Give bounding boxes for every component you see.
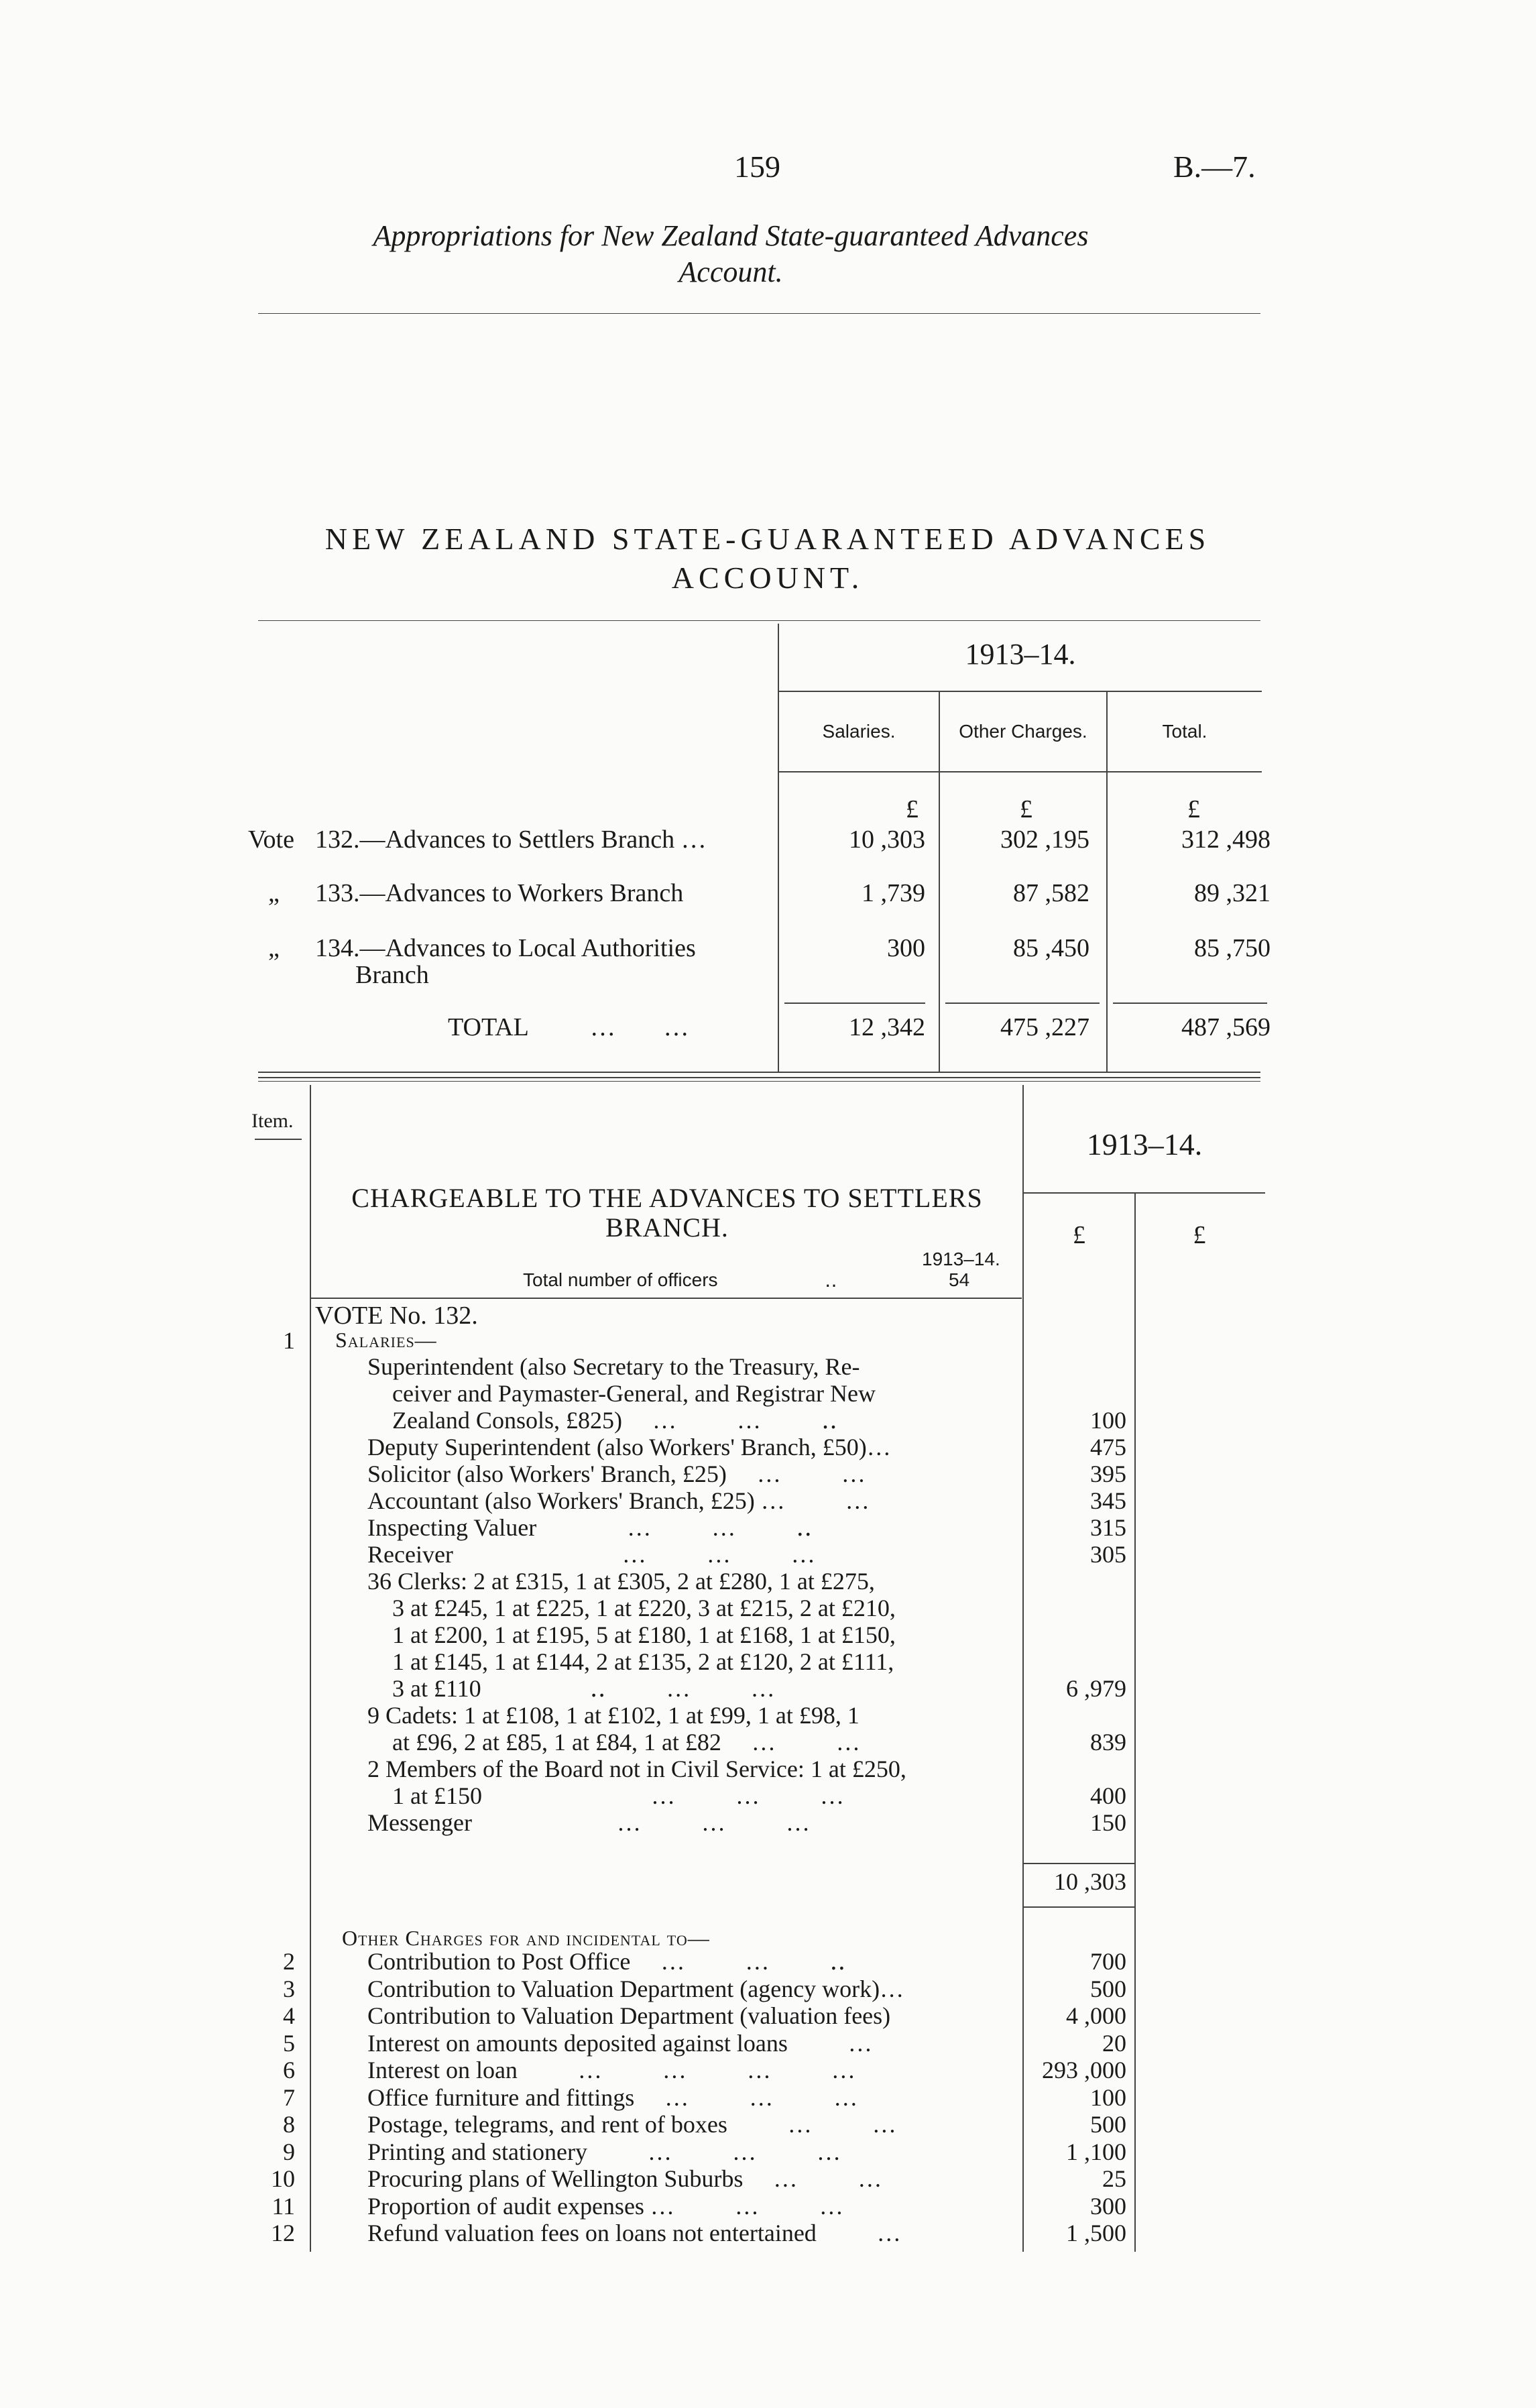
- salary-line-text: Solicitor (also Workers' Branch, £25) … …: [367, 1460, 866, 1487]
- heading-line-1: NEW ZEALAND STATE-GUARANTEED ADVANCES: [324, 522, 1211, 556]
- other-charges-heading: Other Charges for and incidental to—: [342, 1926, 710, 1950]
- header-divider: [258, 313, 1260, 314]
- summary-col-divider: [939, 692, 940, 1072]
- vote-number: VOTE No. 132.: [315, 1302, 478, 1330]
- col-header-other-charges: Other Charges.: [959, 721, 1087, 742]
- total-total: 487 ,569: [1181, 1013, 1271, 1041]
- row-prefix: „: [268, 879, 280, 907]
- total-leader-dots: … …: [590, 1013, 692, 1041]
- item-column-header: Item.: [251, 1110, 294, 1132]
- item-number: 7: [283, 2083, 295, 2111]
- item-number: 12: [271, 2220, 295, 2246]
- summary-bottom-rule: [258, 1077, 1260, 1078]
- currency-symbol: £: [906, 795, 919, 823]
- salary-line-text: 3 at £110 ‥ … …: [392, 1675, 775, 1702]
- other-charge-amount: 20: [1102, 2029, 1126, 2057]
- other-charge-amount: 1 ,100: [1066, 2138, 1126, 2165]
- row-salaries: 300: [887, 934, 925, 962]
- row-total: 89 ,321: [1194, 879, 1271, 907]
- row-salaries: 10 ,303: [849, 825, 925, 854]
- other-charge-amount: 100: [1090, 2083, 1126, 2111]
- item-number: 10: [271, 2165, 295, 2192]
- total-salaries: 12 ,342: [849, 1013, 925, 1041]
- summary-year: 1913–14.: [965, 638, 1076, 671]
- item-number: 6: [283, 2057, 295, 2083]
- other-charge-text: Contribution to Valuation Department (valuation fees): [367, 2002, 891, 2029]
- detail-year-rule: [1024, 1192, 1265, 1194]
- salary-line-text: at £96, 2 at £85, 1 at £84, 1 at £82 … …: [392, 1729, 860, 1756]
- summary-bottom-rule: [258, 1072, 1260, 1073]
- salary-line-text: 2 Members of the Board not in Civil Service: 1 at £250,: [367, 1756, 906, 1782]
- salary-line-text: 1 at £200, 1 at £195, 5 at £180, 1 at £168, 1 at £150,: [392, 1621, 896, 1648]
- salary-line-text: ceiver and Paymaster-General, and Registrar New: [392, 1380, 876, 1407]
- currency-symbol: £: [1193, 1221, 1206, 1249]
- row-other-charges: 85 ,450: [1013, 934, 1089, 962]
- detail-amount-divider: [1022, 1085, 1024, 2252]
- salary-line-text: Receiver … … …: [367, 1541, 815, 1568]
- other-charge-text: Refund valuation fees on loans not entertained …: [367, 2220, 901, 2246]
- item-number: 4: [283, 2002, 295, 2029]
- officers-count: 54: [949, 1269, 970, 1290]
- other-charge-text: Contribution to Valuation Department (agency work)…: [367, 1975, 904, 2002]
- row-total: 85 ,750: [1194, 934, 1271, 962]
- total-other-charges: 475 ,227: [1000, 1013, 1089, 1041]
- salaries-subtotal: 10 ,303: [1054, 1868, 1126, 1895]
- currency-symbol: £: [1073, 1221, 1085, 1249]
- row-other-charges: 87 ,582: [1013, 879, 1089, 907]
- salary-line-text: Zealand Consols, £825) … … ‥: [392, 1407, 837, 1434]
- other-charge-text: Proportion of audit expenses … … …: [367, 2192, 843, 2220]
- document-reference: B.—7.: [1173, 150, 1256, 184]
- other-charge-text: Contribution to Post Office … … ‥: [367, 1948, 846, 1975]
- item-number: 1: [283, 1327, 295, 1354]
- other-charge-text: Procuring plans of Wellington Suburbs … …: [367, 2165, 882, 2192]
- detail-item-divider: [310, 1085, 311, 2252]
- item-number: 3: [283, 1975, 295, 2002]
- row-prefix: Vote: [248, 825, 294, 854]
- summary-year-rule: [779, 691, 1262, 692]
- salary-line-amount: 100: [1090, 1407, 1126, 1434]
- subtitle-line-2: Account.: [678, 255, 783, 288]
- salary-line-text: Messenger … … …: [367, 1809, 810, 1836]
- item-number: 11: [272, 2192, 295, 2220]
- officers-label: Total number of officers: [523, 1269, 718, 1290]
- salary-line-text: 3 at £245, 1 at £225, 1 at £220, 3 at £215, 2 at £210,: [392, 1595, 896, 1621]
- salary-line-amount: 345: [1090, 1487, 1126, 1514]
- salary-line-amount: 400: [1090, 1782, 1126, 1809]
- officers-rule: [311, 1298, 1022, 1299]
- item-header-rule: [255, 1139, 302, 1140]
- chargeable-line-1: CHARGEABLE TO THE ADVANCES TO SETTLERS: [351, 1183, 983, 1213]
- salary-line-amount: 839: [1090, 1729, 1126, 1756]
- other-charge-text: Interest on amounts deposited against loans …: [367, 2029, 872, 2057]
- subtitle-line-1: Appropriations for New Zealand State-guaranteed Advances: [373, 219, 1089, 252]
- salary-line-text: Deputy Superintendent (also Workers' Branch, £50)…: [367, 1434, 891, 1460]
- summary-col-divider: [1106, 692, 1108, 1072]
- other-charge-amount: 25: [1102, 2165, 1126, 2192]
- item-number: 9: [283, 2138, 295, 2165]
- detail-amount-divider: [1134, 1194, 1136, 2252]
- salary-line-text: 1 at £145, 1 at £144, 2 at £135, 2 at £120, 2 at £111,: [392, 1648, 894, 1675]
- col-header-total: Total.: [1162, 721, 1207, 742]
- other-charge-amount: 500: [1090, 2111, 1126, 2138]
- salary-line-amount: 150: [1090, 1809, 1126, 1836]
- salary-line-text: Accountant (also Workers' Branch, £25) … …: [367, 1487, 870, 1514]
- officers-year: 1913–14.: [922, 1249, 1000, 1269]
- salary-line-amount: 395: [1090, 1460, 1126, 1487]
- page-number: 159: [734, 150, 780, 184]
- row-prefix: „: [268, 934, 280, 962]
- detail-top-rule: [258, 1081, 1260, 1082]
- other-charge-text: Printing and stationery … … …: [367, 2138, 841, 2165]
- item-number: 5: [283, 2029, 295, 2057]
- salary-line-text: Inspecting Valuer … … ‥: [367, 1514, 813, 1541]
- currency-symbol: £: [1020, 795, 1032, 823]
- salary-line-amount: 6 ,979: [1066, 1675, 1126, 1702]
- other-charge-amount: 293 ,000: [1042, 2057, 1126, 2083]
- salaries-subtotal-bottom-rule: [1024, 1906, 1134, 1908]
- total-top-rule: [1113, 1002, 1267, 1004]
- row-label: 132.—Advances to Settlers Branch …: [315, 825, 707, 854]
- salary-line-text: 1 at £150 … … …: [392, 1782, 844, 1809]
- other-charge-amount: 4 ,000: [1066, 2002, 1126, 2029]
- chargeable-line-2: BRANCH.: [605, 1212, 729, 1243]
- other-charge-text: Postage, telegrams, and rent of boxes … …: [367, 2111, 896, 2138]
- chargeable-heading: [315, 1184, 1019, 1243]
- heading-line-2: ACCOUNT.: [671, 561, 864, 595]
- salaries-subtotal-top-rule: [1024, 1863, 1134, 1864]
- salary-line-text: 36 Clerks: 2 at £315, 1 at £305, 2 at £280, 1 at £275,: [367, 1568, 875, 1595]
- total-label: TOTAL: [448, 1013, 529, 1041]
- other-charge-amount: 1 ,500: [1066, 2220, 1126, 2246]
- other-charge-amount: 700: [1090, 1948, 1126, 1975]
- detail-year: 1913–14.: [1086, 1127, 1203, 1161]
- col-header-salaries: Salaries.: [822, 721, 896, 742]
- summary-top-rule: [258, 620, 1260, 621]
- salary-line-text: 9 Cadets: 1 at £108, 1 at £102, 1 at £99, 1 at £98, 1: [367, 1702, 860, 1729]
- salary-line-amount: 305: [1090, 1541, 1126, 1568]
- item-number: 8: [283, 2111, 295, 2138]
- row-label: 133.—Advances to Workers Branch: [315, 879, 684, 907]
- officers-leader-dots: ‥: [825, 1270, 837, 1291]
- total-top-rule: [784, 1002, 925, 1004]
- row-label: 134.—Advances to Local Authorities: [315, 934, 696, 962]
- salary-line-text: Superintendent (also Secretary to the Treasury, Re-: [367, 1353, 860, 1380]
- total-top-rule: [945, 1002, 1100, 1004]
- other-charge-text: Interest on loan … … … …: [367, 2057, 855, 2083]
- other-charge-amount: 500: [1090, 1975, 1126, 2002]
- currency-symbol: £: [1187, 795, 1200, 823]
- summary-header-rule: [779, 771, 1262, 772]
- row-salaries: 1 ,739: [862, 879, 925, 907]
- row-label-continued: Branch: [355, 961, 429, 989]
- page-subtitle: [201, 218, 1260, 290]
- salary-line-amount: 475: [1090, 1434, 1126, 1460]
- row-other-charges: 302 ,195: [1000, 825, 1089, 854]
- other-charge-text: Office furniture and fittings … … …: [367, 2083, 858, 2111]
- account-heading: [201, 520, 1334, 597]
- salaries-heading: Salaries—: [335, 1328, 437, 1352]
- salary-line-amount: 315: [1090, 1514, 1126, 1541]
- row-total: 312 ,498: [1181, 825, 1271, 854]
- item-number: 2: [283, 1948, 295, 1975]
- other-charge-amount: 300: [1090, 2192, 1126, 2220]
